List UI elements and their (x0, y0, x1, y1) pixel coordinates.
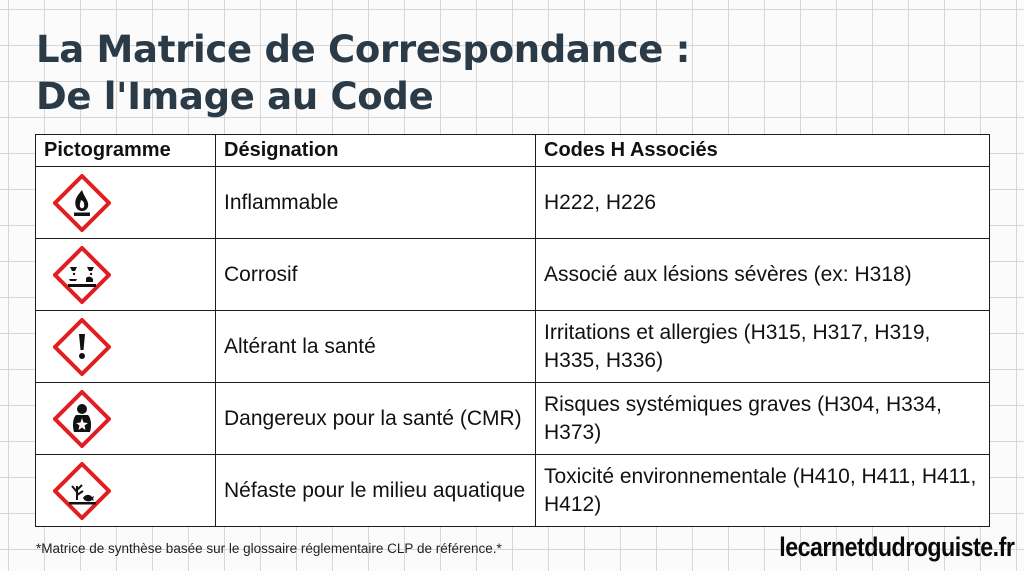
page-title-line-2: De l'Image au Code (36, 75, 434, 118)
designation-cell: Néfaste pour le milieu aquatique (216, 455, 536, 527)
designation-cell: Inflammable (216, 167, 536, 239)
footnote: *Matrice de synthèse basée sur le glossaire réglementaire CLP de référence.* (36, 541, 502, 556)
corrosion-hazard-icon (53, 246, 111, 304)
table-row (36, 167, 990, 239)
header-designation: Désignation (216, 135, 536, 167)
table-row (36, 455, 990, 527)
header-pictogram: Pictogramme (36, 135, 216, 167)
h-codes-cell: Associé aux lésions sévères (ex: H318) (536, 239, 990, 311)
pictogram-cell (36, 455, 216, 527)
designation-cell: Altérant la santé (216, 311, 536, 383)
table-row (36, 311, 990, 383)
exclamation-hazard-icon (53, 318, 111, 376)
table-row (36, 239, 990, 311)
h-codes-cell: Risques systémiques graves (H304, H334, H373) (536, 383, 990, 455)
pictogram-cell (36, 239, 216, 311)
header-h-codes: Codes H Associés (536, 135, 990, 167)
pictogram-cell (36, 311, 216, 383)
flame-hazard-icon (53, 174, 111, 232)
h-codes-cell: H222, H226 (536, 167, 990, 239)
h-codes-cell: Toxicité environnementale (H410, H411, H411, H412) (536, 455, 990, 527)
designation-cell: Dangereux pour la santé (CMR) (216, 383, 536, 455)
brand-watermark: lecarnetdudroguiste.fr (778, 532, 1014, 562)
page-title-line-1: La Matrice de Correspondance : (36, 28, 691, 71)
page-title (36, 26, 690, 120)
health-hazard-icon (53, 390, 111, 448)
table-row (36, 383, 990, 455)
h-codes-cell: Irritations et allergies (H315, H317, H319, H335, H336) (536, 311, 990, 383)
designation-cell: Corrosif (216, 239, 536, 311)
table-header-row (36, 135, 990, 167)
pictogram-cell (36, 167, 216, 239)
pictogram-cell (36, 383, 216, 455)
environment-hazard-icon (53, 462, 111, 520)
correspondence-table (35, 134, 990, 527)
